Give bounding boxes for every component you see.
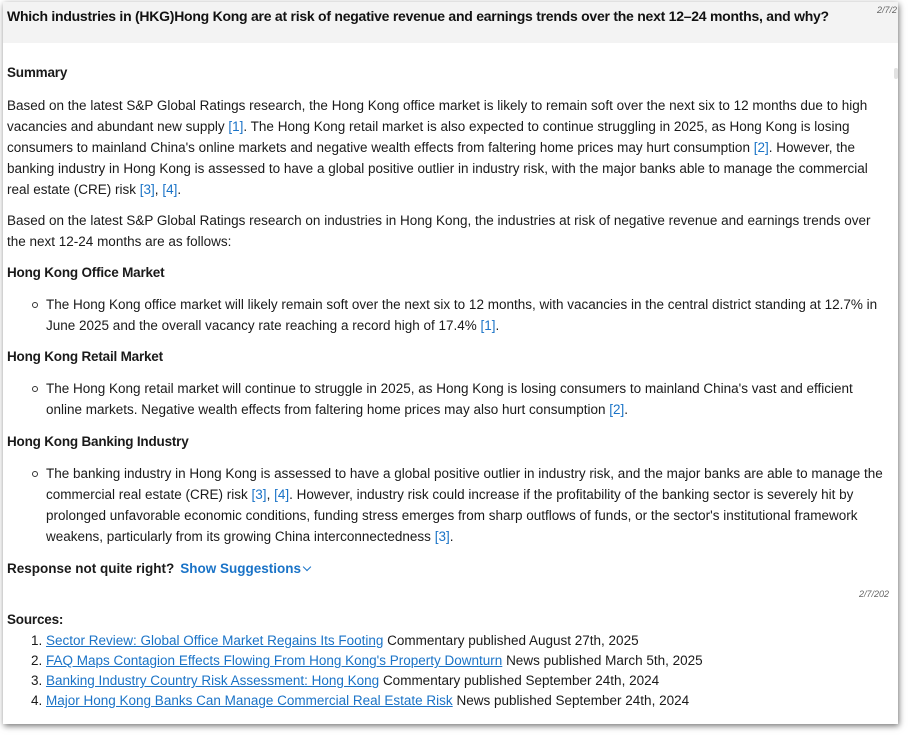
- summary-text: . The Hong Kong retail market is also expected to continue struggling in 2025, as Hong Kong is losing consumers to mainland China's online markets and negative wealth effects from faltering home prices may hurt consumption: [7, 119, 850, 155]
- scrollbar-thumb[interactable]: [894, 68, 898, 79]
- source-meta: Commentary published September 24th, 2024: [382, 673, 660, 688]
- source-item: [7, 691, 889, 711]
- summary-paragraph-1: [7, 95, 889, 200]
- feedback-row: [7, 558, 889, 579]
- separator: ,: [154, 182, 163, 197]
- sources-list: [7, 631, 889, 711]
- citation-link-4[interactable]: [4]: [162, 182, 178, 197]
- feedback-prompt: Response not quite right?: [7, 561, 175, 576]
- chevron-down-icon: [303, 563, 311, 571]
- source-link[interactable]: Major Hong Kong Banks Can Manage Commercial Real Estate Risk: [46, 693, 453, 708]
- list-item: [7, 463, 889, 547]
- question-text: Which industries in (HKG)Hong Kong are at risk of negative revenue and earnings trends over the next 12–24 months, and why?: [7, 8, 829, 24]
- source-item: [7, 651, 889, 671]
- sources-heading: Sources:: [7, 612, 64, 627]
- citation-link-3[interactable]: [3]: [139, 182, 155, 197]
- summary-text: .: [177, 182, 182, 197]
- bullet-text: .: [495, 318, 500, 333]
- response-timestamp: 2/7/202: [858, 589, 889, 599]
- show-suggestions-label: Show Suggestions: [180, 561, 302, 576]
- office-list: [7, 294, 889, 336]
- response-body: [7, 62, 889, 711]
- list-item: [7, 378, 889, 420]
- bullet-text: The banking industry in Hong Kong is assessed to have a global positive outlier in industry risk, and the major banks are able to manage the commercial real estate (CRE) risk: [46, 466, 883, 502]
- show-suggestions-link[interactable]: [180, 561, 310, 576]
- bullet-text: The Hong Kong retail market will continue to struggle in 2025, as Hong Kong is losing consumers to mainland China's vast and efficient online markets. Negative wealth effects from faltering home prices may also hurt consumption: [46, 381, 853, 417]
- source-meta: Commentary published August 27th, 2025: [387, 633, 639, 648]
- source-item: [7, 631, 889, 651]
- retail-list: [7, 378, 889, 420]
- timestamp-row: [7, 584, 889, 609]
- citation-link-1[interactable]: [1]: [228, 119, 244, 134]
- source-meta: News published March 5th, 2025: [506, 653, 703, 668]
- source-number: 3.: [31, 673, 43, 688]
- question-timestamp: 2/7/2: [876, 5, 897, 15]
- bullet-text: . However, industry risk could increase if the profitability of the banking sector is severely hit by prolonged unfavorable economic conditions, funding stress emerges from sharp outflows of funds, or the sector's institutional framework weakens, particularly from its growing China interconnectedness: [46, 487, 858, 544]
- source-number: 4.: [31, 693, 43, 708]
- citation-link-4[interactable]: [4]: [274, 487, 290, 502]
- source-number: 2.: [31, 653, 43, 668]
- citation-link-2[interactable]: [2]: [609, 402, 625, 417]
- source-link[interactable]: FAQ Maps Contagion Effects Flowing From Hong Kong's Property Downturn: [46, 653, 503, 668]
- citation-link-3[interactable]: [3]: [251, 487, 267, 502]
- bullet-text: The Hong Kong office market will likely remain soft over the next six to 12 months, with vacancies in the central district standing at 12.7% in June 2025 and the overall vacancy rate reaching a record high of 17.4%: [46, 297, 878, 333]
- source-link[interactable]: Sector Review: Global Office Market Regains Its Footing: [46, 633, 384, 648]
- list-item: [7, 294, 889, 336]
- source-link[interactable]: Banking Industry Country Risk Assessment: Hong Kong: [46, 673, 380, 688]
- chat-response-panel: [3, 2, 898, 724]
- summary-paragraph-2: Based on the latest S&P Global Ratings research on industries in Hong Kong, the industries at risk of negative revenue and earnings trends over the next 12-24 months are as follows:: [7, 213, 871, 249]
- separator: ,: [266, 487, 275, 502]
- summary-text: . However, the banking industry in Hong Kong is assessed to have a global positive outlier in industry risk, with the major banks able to manage the commercial real estate (CRE) risk: [7, 140, 868, 197]
- banking-heading: Hong Kong Banking Industry: [7, 434, 189, 449]
- banking-list: [7, 463, 889, 547]
- citation-link-3[interactable]: [3]: [434, 529, 450, 544]
- retail-heading: Hong Kong Retail Market: [7, 349, 163, 364]
- question-bar: [3, 2, 898, 43]
- source-meta: News published September 24th, 2024: [456, 693, 690, 708]
- source-number: 1.: [31, 633, 43, 648]
- citation-link-1[interactable]: [1]: [480, 318, 496, 333]
- bullet-text: .: [624, 402, 629, 417]
- bullet-text: .: [449, 529, 454, 544]
- office-heading: Hong Kong Office Market: [7, 265, 165, 280]
- summary-text: Based on the latest S&P Global Ratings research, the Hong Kong office market is likely to remain soft over the next six to 12 months due to high vacancies and abundant new supply: [7, 98, 868, 134]
- source-item: [7, 671, 889, 691]
- summary-heading: Summary: [7, 65, 68, 80]
- citation-link-2[interactable]: [2]: [753, 140, 769, 155]
